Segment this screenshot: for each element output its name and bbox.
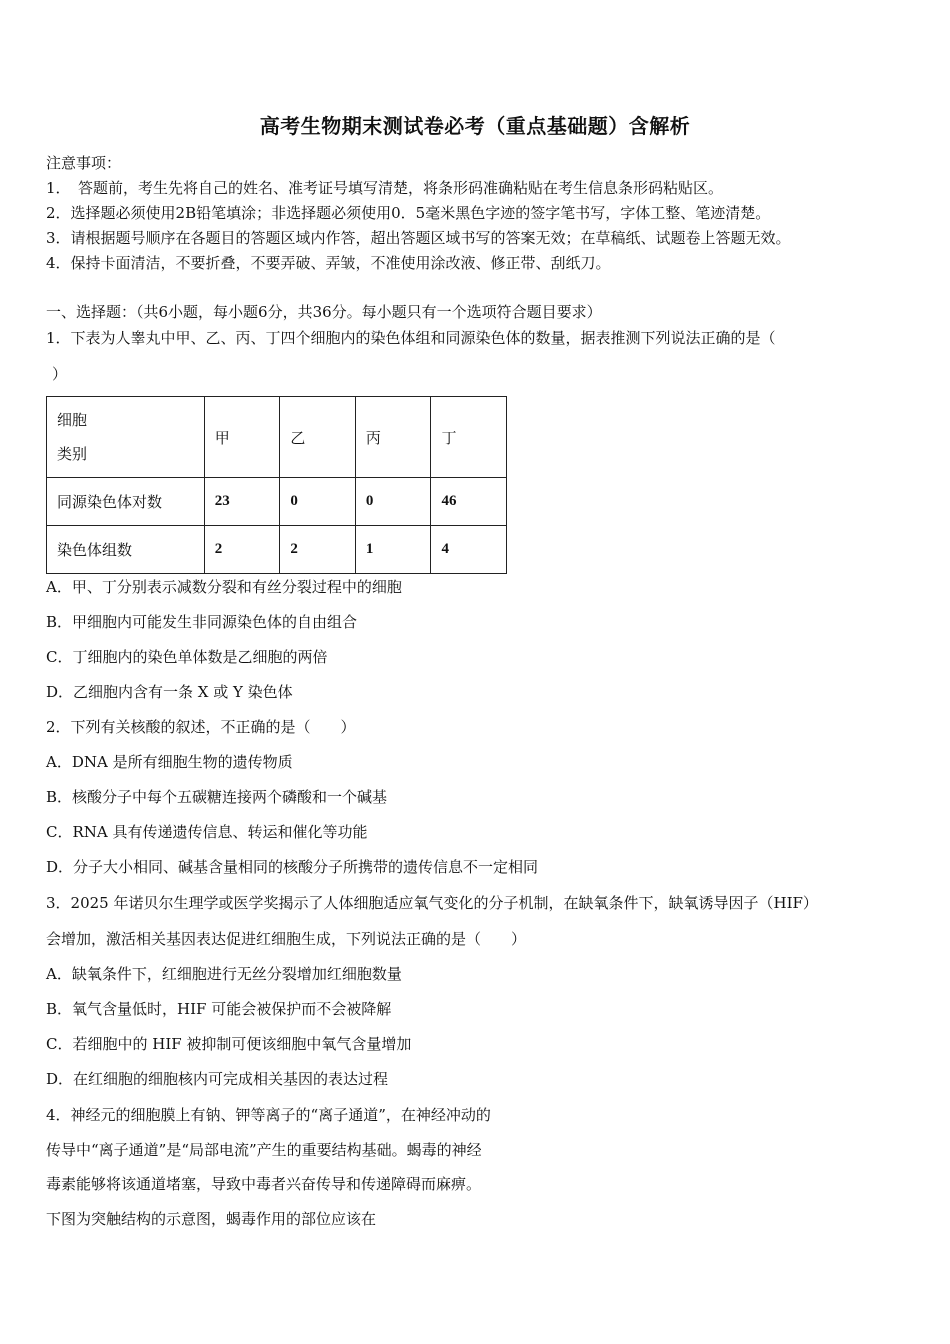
column-header-ding: 丁 [431,397,507,478]
q1-option-b: B．甲细胞内可能发生非同源染色体的自由组合 [46,613,358,631]
q2-option-a: A．DNA 是所有细胞生物的遗传物质 [46,753,293,771]
chromosome-table [46,396,507,574]
q3-option-d: D．在红细胞的细胞核内可完成相关基因的表达过程 [46,1070,389,1088]
q3-stem-line2: 会增加，激活相关基因表达促进红细胞生成，下列说法正确的是（ ） [46,930,527,948]
q1-option-a: A．甲、丁分别表示减数分裂和有丝分裂过程中的细胞 [46,578,402,596]
notice-item-3: 3．请根据题号顺序在各题目的答题区域内作答，超出答题区域书写的答案无效；在草稿纸、试题卷上答题无效。 [46,229,791,247]
table-cell: 0 [280,478,356,526]
column-header-jia: 甲 [204,397,280,478]
row-label: 同源染色体对数 [47,478,205,526]
table-row [47,478,507,526]
q4-line-2: 传导中“离子通道”是“局部电流”产生的重要结构基础。蝎毒的神经 [46,1141,482,1159]
section-heading: 一、选择题：（共6小题，每小题6分，共36分。每小题只有一个选项符合题目要求） [46,303,602,321]
table-cell: 2 [280,526,356,574]
q2-stem: 2．下列有关核酸的叙述，不正确的是（ ） [46,718,356,736]
table-header-cell [47,397,205,478]
table-cell: 2 [204,526,280,574]
table-row [47,526,507,574]
q4-line-3: 毒素能够将该通道堵塞，导致中毒者兴奋传导和传递障碍而麻痹。 [46,1175,482,1193]
q3-option-a: A．缺氧条件下，红细胞进行无丝分裂增加红细胞数量 [46,965,402,983]
table-cell: 0 [355,478,431,526]
notice-heading: 注意事项： [46,154,122,172]
table-cell: 4 [431,526,507,574]
header-line-1: 细胞 [57,411,88,429]
table-cell: 23 [204,478,280,526]
q3-stem-line1: 3．2025 年诺贝尔生理学或医学奖揭示了人体细胞适应氧气变化的分子机制，在缺氧条件下，缺氧诱导因子（HIF） [46,894,818,912]
q2-option-c: C．RNA 具有传递遗传信息、转运和催化等功能 [46,823,368,841]
q1-option-d: D．乙细胞内含有一条 X 或 Y 染色体 [46,683,293,701]
header-line-2: 类别 [57,445,88,463]
notice-item-2: 2．选择题必须使用2B铅笔填涂；非选择题必须使用0．5毫米黑色字迹的签字笔书写，字体工整、笔迹清楚。 [46,204,771,222]
row-label: 染色体组数 [47,526,205,574]
q4-line-4: 下图为突触结构的示意图，蝎毒作用的部位应该在 [46,1210,377,1228]
notice-item-4: 4．保持卡面清洁，不要折叠，不要弄破、弄皱，不准使用涂改液、修正带、刮纸刀。 [46,254,611,272]
q4-line-1: 4．神经元的细胞膜上有钠、钾等离子的“离子通道”，在神经冲动的 [46,1106,491,1124]
table-cell: 1 [355,526,431,574]
q2-option-d: D．分子大小相同、碱基含量相同的核酸分子所携带的遗传信息不一定相同 [46,858,539,876]
q3-option-c: C．若细胞中的 HIF 被抑制可便该细胞中氧气含量增加 [46,1035,412,1053]
page-title: 高考生物期末测试卷必考（重点基础题）含解析 [259,114,691,138]
table-header-row [47,397,507,478]
column-header-yi: 乙 [280,397,356,478]
notice-item-1: 1． 答题前，考生先将自己的姓名、准考证号填写清楚，将条形码准确粘贴在考生信息条形码粘贴区。 [46,179,724,197]
q1-stem-line2: ） [52,365,68,383]
column-header-bing: 丙 [355,397,431,478]
q2-option-b: B．核酸分子中每个五碳糖连接两个磷酸和一个碱基 [46,788,388,806]
q1-option-c: C．丁细胞内的染色单体数是乙细胞的两倍 [46,648,328,666]
q1-stem-line1: 1．下表为人睾丸中甲、乙、丙、丁四个细胞内的染色体组和同源染色体的数量，据表推测下列说法正确的是（ [46,329,776,347]
q3-option-b: B．氧气含量低时，HIF 可能会被保护而不会被降解 [46,1000,392,1018]
table-cell: 46 [431,478,507,526]
